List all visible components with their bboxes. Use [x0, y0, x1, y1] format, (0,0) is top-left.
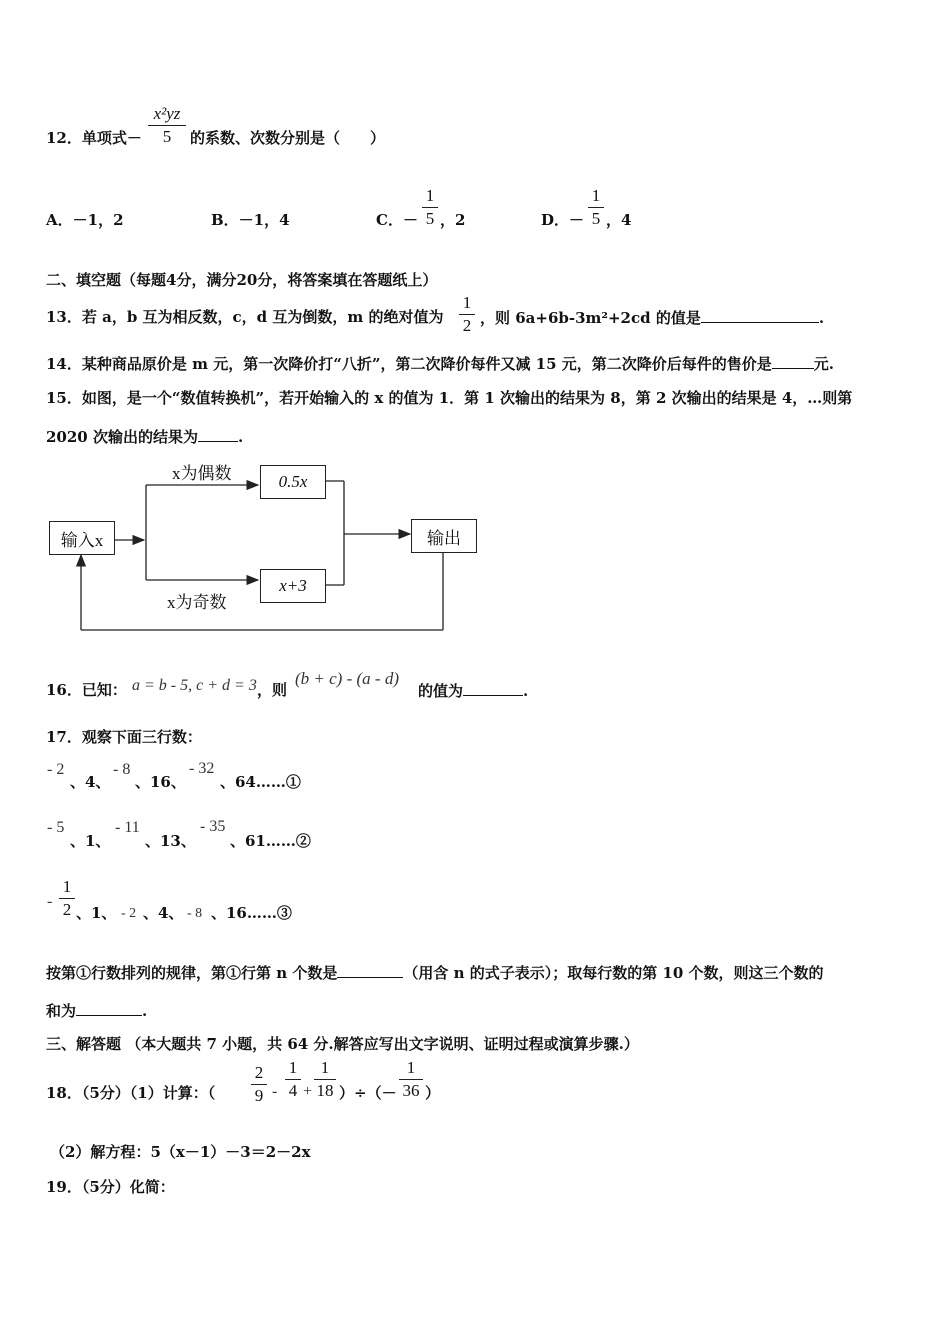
- q17-row3-den: 2: [62, 900, 72, 919]
- q15-line1: 15．如图，是一个“数值转换机”，若开始输入的 x 的值为 1．第 1 次输出的结果为 8，第 2 次输出的结果是 4，…则第: [46, 389, 853, 407]
- q13-fraction: [459, 293, 475, 336]
- q14-end: 元.: [813, 355, 835, 373]
- q17-row1-term5: - 32: [189, 760, 215, 777]
- q13-frac-den: 2: [462, 316, 472, 335]
- q18-mid: ）÷（－: [339, 1084, 397, 1102]
- q18-f1-den: 9: [254, 1086, 264, 1105]
- flowchart-even-label: x为偶数: [172, 464, 232, 483]
- q17-row2-sep1: 、1、: [70, 832, 111, 850]
- q16-expression: (b + c) - (a - d): [295, 669, 399, 688]
- q12-option-a: A．－1，2: [46, 211, 124, 229]
- q16-end: .: [523, 682, 529, 700]
- q17-question-line2: [46, 1001, 147, 1020]
- q15-line2: [46, 427, 243, 446]
- section2-heading: 二、填空题（每题4分，满分20分，将答案填在答题纸上）: [46, 271, 438, 289]
- q17-line1-text: 按第①行数排列的规律，第①行第 n 个数是: [46, 964, 338, 982]
- q12-option-d-num: 1: [591, 186, 601, 205]
- q17-row2-term1: - 5: [47, 819, 65, 836]
- q13-frac-num: 1: [462, 293, 472, 312]
- q17-answer-blank-1[interactable]: [337, 963, 403, 978]
- q12-option-c-den: 5: [425, 209, 435, 228]
- q18-fraction-1: [251, 1063, 267, 1106]
- q18-end: ）: [425, 1084, 441, 1102]
- q12-frac-num: x²yz: [153, 104, 181, 123]
- flowchart-even-op-box: 0.5x: [260, 465, 326, 499]
- q18-fraction-2: [285, 1058, 301, 1101]
- q13-prefix: 13．若 a，b 互为相反数，c，d 互为倒数，m 的绝对值为: [46, 308, 444, 326]
- section3-heading: 三、解答题 （本大题共 7 小题，共 64 分.解答应写出文字说明、证明过程或演算步骤.）: [46, 1035, 639, 1053]
- q17-line1b-text: （用含 n 的式子表示）；取每行数的第 10 个数，则这三个数的: [403, 964, 824, 982]
- q13-suffix: ，则 6a+6b-3m²+2cd 的值是: [480, 309, 701, 327]
- q17-row3-sign: -: [47, 893, 53, 910]
- q13-suffix-line: [480, 308, 824, 327]
- q12-option-c-suffix: ，2: [440, 211, 466, 229]
- q18-f2-den: 4: [288, 1081, 298, 1100]
- q17-row3-sep2: 、4、: [143, 904, 184, 922]
- q18-f4-num: 1: [406, 1058, 416, 1077]
- q17-row3-term3: - 2: [121, 906, 137, 921]
- flowchart-input-box: 输入x: [49, 521, 115, 555]
- q17-title: 17．观察下面三行数：: [46, 728, 202, 746]
- q18-op-minus: -: [272, 1083, 278, 1100]
- q17-row1-term1: - 2: [47, 761, 65, 778]
- flowchart-odd-op-box: x+3: [260, 569, 326, 603]
- q16-suffix-line: [418, 681, 528, 700]
- flowchart-output-box: 输出: [411, 519, 477, 553]
- q16-prefix: 16．已知：: [46, 681, 127, 699]
- q17-row2-sep2: 、13、: [145, 832, 196, 850]
- q12-frac-den: 5: [162, 127, 172, 146]
- q14-line: [46, 354, 834, 373]
- q12-suffix: 的系数、次数分别是（ ）: [190, 129, 386, 147]
- q17-row1-tail: 、64……①: [220, 773, 301, 791]
- q12-option-c-num: 1: [425, 186, 435, 205]
- q17-row3-fraction: [59, 877, 75, 920]
- q17-row2-tail: 、61……②: [230, 832, 311, 850]
- q14-answer-blank[interactable]: [772, 354, 814, 369]
- q17-line2-text: 和为: [46, 1002, 77, 1020]
- q17-end: .: [142, 1002, 148, 1020]
- q18-f2-num: 1: [288, 1058, 298, 1077]
- q12-option-d-suffix: ，4: [606, 211, 632, 229]
- q15-end: .: [237, 428, 244, 446]
- q17-answer-blank-2[interactable]: [76, 1001, 142, 1016]
- q13-end: .: [818, 309, 825, 327]
- q17-row1-sep2: 、16、: [135, 773, 186, 791]
- q18-f3-num: 1: [320, 1058, 330, 1077]
- q14-text: 14．某种商品原价是 m 元，第一次降价打“八折”，第二次降价每件又减 15 元，第二次降价后每件的售价是: [46, 355, 772, 373]
- flowchart-odd-label: x为奇数: [167, 593, 227, 612]
- q16-answer-blank[interactable]: [463, 681, 523, 696]
- q17-row3-num: 1: [62, 877, 72, 896]
- q17-row3-term5: - 8: [187, 906, 203, 921]
- q12-prefix: 12．单项式－: [46, 129, 142, 147]
- q18-f3-den: 18: [316, 1081, 334, 1100]
- q18-fraction-3: [314, 1058, 336, 1101]
- q17-row2-term5: - 35: [200, 818, 226, 835]
- q17-row1-term3: - 8: [113, 761, 131, 778]
- q17-row3-sep1: 、1、: [76, 904, 117, 922]
- q19-heading: 19．（5分）化简：: [46, 1178, 175, 1196]
- q12-option-c-prefix: C．－: [376, 211, 418, 229]
- q16-mid: ，则: [257, 681, 288, 699]
- q18-op-plus: +: [303, 1083, 313, 1100]
- q17-question-line1: [46, 963, 824, 982]
- q18-prefix: 18．（5分）（1）计算：（: [46, 1084, 216, 1102]
- q12-option-c-fraction: [422, 186, 438, 229]
- q16-suffix: 的值为: [418, 682, 464, 700]
- q12-option-b: B．－1，4: [211, 211, 290, 229]
- q12-option-d-fraction: [588, 186, 604, 229]
- q17-row2-term3: - 11: [115, 819, 140, 836]
- q15-text2: 2020 次输出的结果为: [46, 428, 198, 446]
- q18-f1-num: 2: [254, 1063, 264, 1082]
- q18-part2: （2）解方程：5（x－1）－3＝2－2x: [50, 1143, 311, 1161]
- q18-f4-den: 36: [402, 1081, 420, 1100]
- q17-row1-sep1: 、4、: [70, 773, 111, 791]
- q15-answer-blank[interactable]: [198, 427, 238, 442]
- q17-row3-tail: 、16……③: [211, 904, 292, 922]
- q13-answer-blank[interactable]: [701, 308, 819, 323]
- q12-option-d-prefix: D．－: [541, 211, 585, 229]
- q16-given: a = b - 5, c + d = 3: [132, 677, 257, 694]
- q18-fraction-4: [399, 1058, 423, 1101]
- q12-option-d-den: 5: [591, 209, 601, 228]
- q12-fraction: [148, 104, 186, 147]
